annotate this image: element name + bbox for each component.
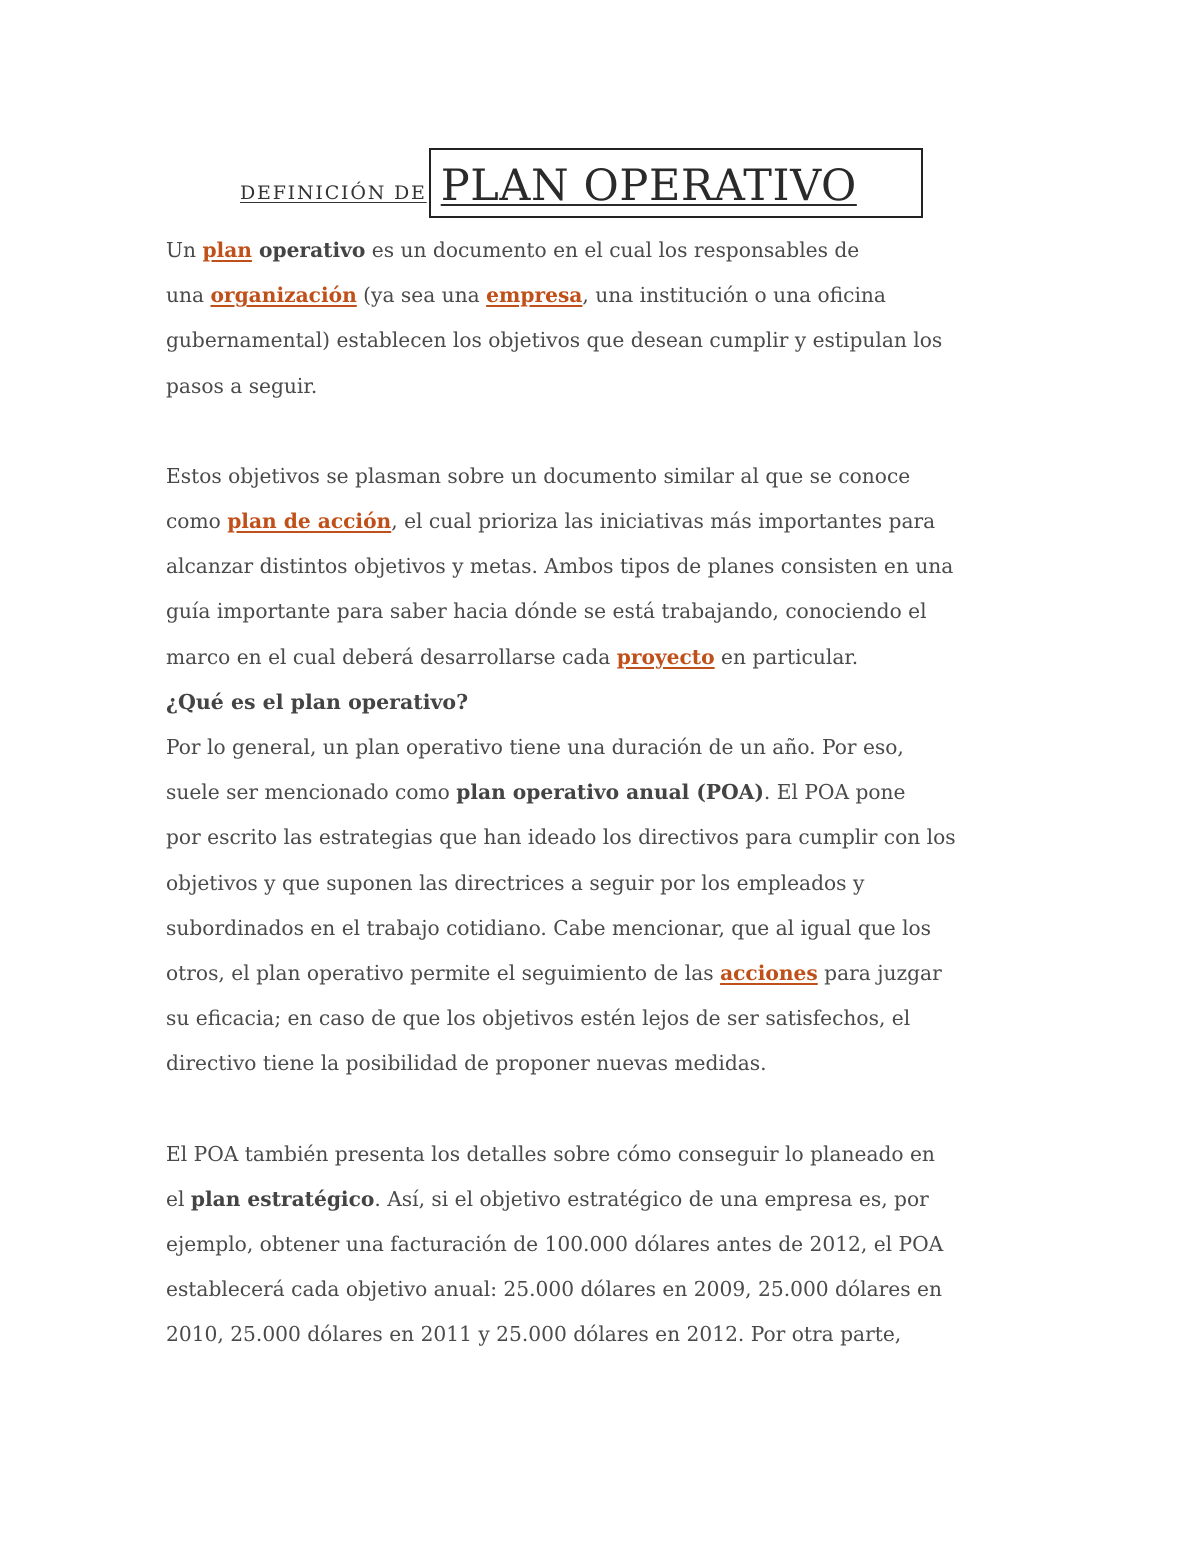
paragraph-spacer <box>166 409 1046 454</box>
text-line <box>166 770 1046 815</box>
text-line: alcanzar distintos objetivos y metas. Ambos tipos de planes consisten en una <box>166 554 954 579</box>
text-line: directivo tiene la posibilidad de proponer nuevas medidas. <box>166 1051 767 1076</box>
text-line: El POA también presenta los detalles sobre cómo conseguir lo planeado en <box>166 1141 935 1166</box>
text-line: por escrito las estrategias que han ideado los directivos para cumplir con los <box>166 825 956 850</box>
text-line: ejemplo, obtener una facturación de 100.000 dólares antes de 2012, el POA <box>166 1232 944 1257</box>
bold-operativo: operativo <box>251 238 366 262</box>
title-main: PLAN OPERATIVO <box>440 161 857 211</box>
text: una <box>166 283 211 308</box>
link-acciones[interactable]: acciones <box>720 961 818 986</box>
text-line: objetivos y que suponen las directrices a seguir por los empleados y <box>166 870 865 895</box>
text-line <box>166 1177 1046 1222</box>
link-organizacion[interactable]: organización <box>210 283 357 308</box>
document-body <box>166 228 1046 1358</box>
text-line <box>166 951 1046 996</box>
text-line: Por lo general, un plan operativo tiene una duración de un año. Por eso, <box>166 735 904 760</box>
bold-poa: plan operativo anual (POA) <box>456 780 764 805</box>
text-line: guía importante para saber hacia dónde se está trabajando, conociendo el <box>166 599 927 624</box>
text-line <box>166 273 1046 318</box>
text-line: subordinados en el trabajo cotidiano. Cabe mencionar, que al igual que los <box>166 915 932 940</box>
section-heading: ¿Qué es el plan operativo? <box>166 689 469 714</box>
paragraph-spacer <box>166 1087 1046 1132</box>
title-prefix: DEFINICIÓN DE <box>240 182 427 204</box>
text-line <box>166 228 1046 273</box>
text-line: Estos objetivos se plasman sobre un documento similar al que se conoce <box>166 463 911 488</box>
link-plan[interactable]: plan <box>202 238 252 262</box>
text-line: su eficacia; en caso de que los objetivos estén lejos de ser satisfechos, el <box>166 1006 911 1031</box>
text-line <box>166 635 1046 680</box>
text: marco en el cual deberá desarrollarse cada <box>166 644 617 669</box>
bold-plan-estrategico: plan estratégico <box>190 1186 375 1211</box>
text: como <box>166 509 228 534</box>
link-empresa[interactable]: empresa <box>486 283 583 308</box>
link-plan-de-accion[interactable]: plan de acción <box>227 509 392 534</box>
text: Un <box>166 238 203 262</box>
text: , una institución o una oficina <box>582 283 886 308</box>
title-box <box>429 148 923 218</box>
text-line: pasos a seguir. <box>166 373 318 398</box>
text: . Así, si el objetivo estratégico de una empresa es, por <box>374 1186 929 1211</box>
text: , el cual prioriza las iniciativas más importantes para <box>391 509 936 534</box>
text: es un documento en el cual los responsables de <box>365 238 860 262</box>
document-title <box>240 138 923 218</box>
text-line <box>166 499 1046 544</box>
link-proyecto[interactable]: proyecto <box>616 644 715 669</box>
text: para juzgar <box>817 961 942 986</box>
text: suele ser mencionado como <box>166 780 457 805</box>
text-line: gubernamental) establecen los objetivos que desean cumplir y estipulan los <box>166 328 943 353</box>
paragraph-4 <box>166 1132 1046 1358</box>
text: en particular. <box>714 644 859 669</box>
text: el <box>166 1186 191 1211</box>
paragraph-3 <box>166 725 1046 1087</box>
paragraph-2 <box>166 454 1046 680</box>
paragraph-1 <box>166 228 1046 409</box>
text: (ya sea una <box>356 283 487 308</box>
text: . El POA pone <box>763 780 906 805</box>
text: otros, el plan operativo permite el seguimiento de las <box>166 961 721 986</box>
text-line: 2010, 25.000 dólares en 2011 y 25.000 dólares en 2012. Por otra parte, <box>166 1322 902 1347</box>
text-line: establecerá cada objetivo anual: 25.000 dólares en 2009, 25.000 dólares en <box>166 1277 942 1302</box>
